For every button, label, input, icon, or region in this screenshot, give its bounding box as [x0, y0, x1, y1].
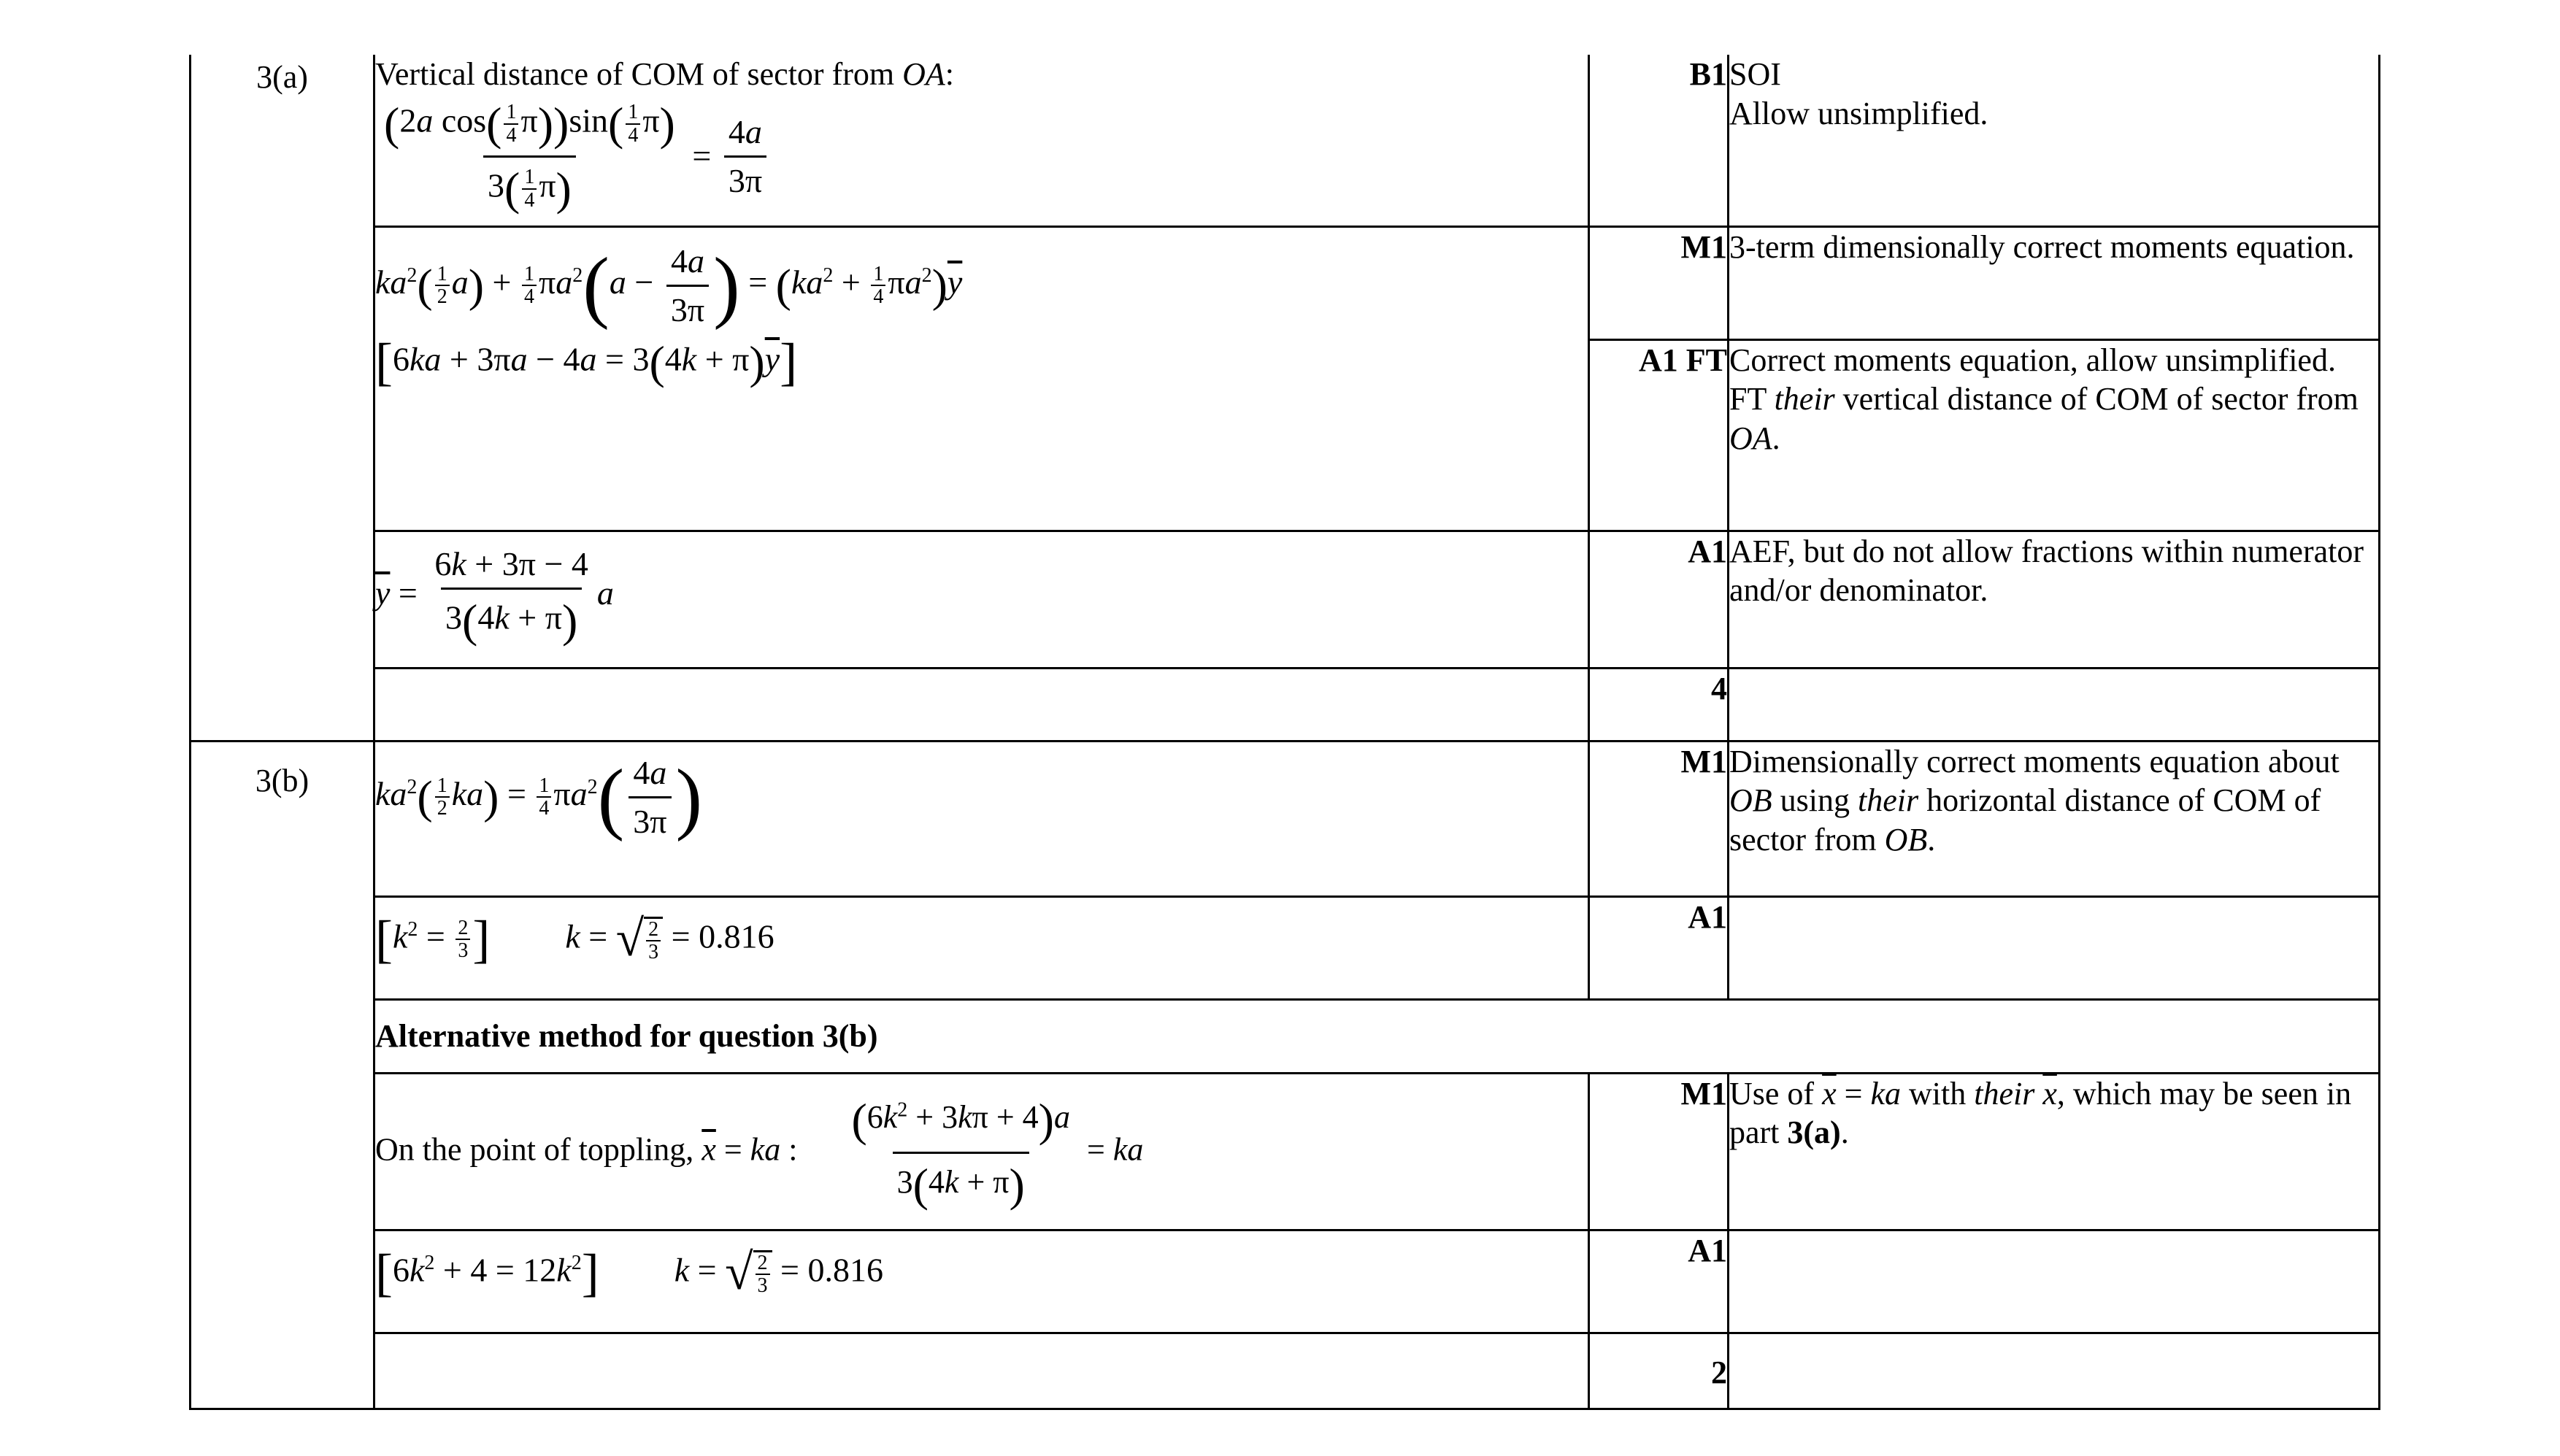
com-distance-formula: (2a cos( $\frac{1}{4}$ π))sin( $\frac{1}{4}$ π) 3( $\frac{1}{4}$ π) = $\frac{4a}{3\pi}$	[375, 96, 1588, 217]
mark-cell: A1	[1589, 896, 1729, 999]
table-row	[191, 999, 2380, 1073]
answer-cell	[374, 531, 1589, 668]
table-row	[191, 741, 2380, 896]
answer-cell	[374, 1073, 1589, 1230]
answer-cell	[374, 668, 1589, 741]
mark-scheme-table	[189, 55, 2380, 1410]
guidance-cell	[1729, 896, 2380, 999]
guidance-cell	[1729, 668, 2380, 741]
guidance-cell: AEF, but do not allow fractions within numerator and/or denominator.	[1729, 531, 2380, 668]
guidance-cell	[1729, 1230, 2380, 1333]
mark-cell: B1	[1589, 55, 1729, 226]
mark-cell: M1	[1589, 226, 1729, 339]
answer-cell	[374, 1333, 1589, 1409]
guidance-cell: Correct moments equation, allow unsimplified. FT their vertical distance of COM of sector from OA.	[1729, 339, 2380, 531]
y-bar-result: $\overline{y}$ = $\frac{6k + 3\pi - 4}{3(4k + \pi)}$ a	[375, 544, 1588, 650]
table-row	[191, 668, 2380, 741]
guidance-cell: Use of $\overline{x}$ = ka with their $\overline{x}$, which may be seen in part 3(a).	[1729, 1073, 2380, 1230]
answer-cell	[374, 741, 1589, 896]
guidance-cell: SOI Allow unsimplified.	[1729, 55, 2380, 226]
table-row	[191, 55, 2380, 226]
mark-cell: M1	[1589, 1073, 1729, 1230]
alternative-method-heading: Alternative method for question 3(b)	[374, 999, 2380, 1073]
moments-about-ob: $ka^2$( $\frac{1}{2}$ ka) = $\frac{1}{4}$ $\pi a^2$( $\frac{4a}{3\pi}$ )	[375, 752, 703, 842]
toppling-equation: On the point of toppling, $\overline{x}$ = ka : $\frac{(6k^2 + 3k\pi + 4)a}{3(4k + \pi)}$ = ka	[375, 1092, 1588, 1214]
mark-cell: A1	[1589, 531, 1729, 668]
table-row	[191, 1333, 2380, 1409]
mark-cell: A1	[1589, 1230, 1729, 1333]
question-number-3a: 3(a)	[191, 55, 374, 741]
simplified-moments-equation: $[6ka + 3\pi a - 4a = 3(4k + \pi)\overline{y}]$	[375, 332, 798, 391]
table-row	[191, 1073, 2380, 1230]
moments-equation: $ka^2$( $\frac{1}{2}$ a) + $\frac{1}{4}$ $\pi a^2(a$ − $\frac{4a}{3\pi}$ ) = ($ka^2$ + $\frac{1}{4}$ $\pi a^2)\overline{y}$	[375, 241, 963, 331]
k-value: [$k^2$ = $\frac{2}{3}$ ] k = √ $\frac{2}{3}$ = 0.816	[375, 909, 774, 968]
table-row	[191, 1230, 2380, 1333]
guidance-cell: Dimensionally correct moments equation about OB using their horizontal distance of COM of sector from OB.	[1729, 741, 2380, 896]
table-row	[191, 896, 2380, 999]
table-row	[191, 226, 2380, 339]
answer-cell: Vertical distance of COM of sector from OA: (2a cos( $\frac{1}{4}$ π))sin( $\frac{1}{4}$ π) 3( $\frac{1}{4}$ π) = $\frac{4a}{3\pi}$	[374, 55, 1589, 226]
total-marks: 4	[1589, 668, 1729, 741]
k-value-alt: $[6k^2 + 4 = 12k^2] k$ = √ $\frac{2}{3}$ = 0.816	[375, 1243, 883, 1302]
total-marks: 2	[1589, 1333, 1729, 1409]
question-number-3b: 3(b)	[191, 741, 374, 1409]
table-row	[191, 531, 2380, 668]
mark-cell: M1	[1589, 741, 1729, 896]
mark-cell: A1 FT	[1589, 339, 1729, 531]
answer-cell	[374, 226, 1589, 531]
guidance-cell: 3-term dimensionally correct moments equation.	[1729, 226, 2380, 339]
answer-cell	[374, 1230, 1589, 1333]
answer-cell	[374, 896, 1589, 999]
guidance-cell	[1729, 1333, 2380, 1409]
